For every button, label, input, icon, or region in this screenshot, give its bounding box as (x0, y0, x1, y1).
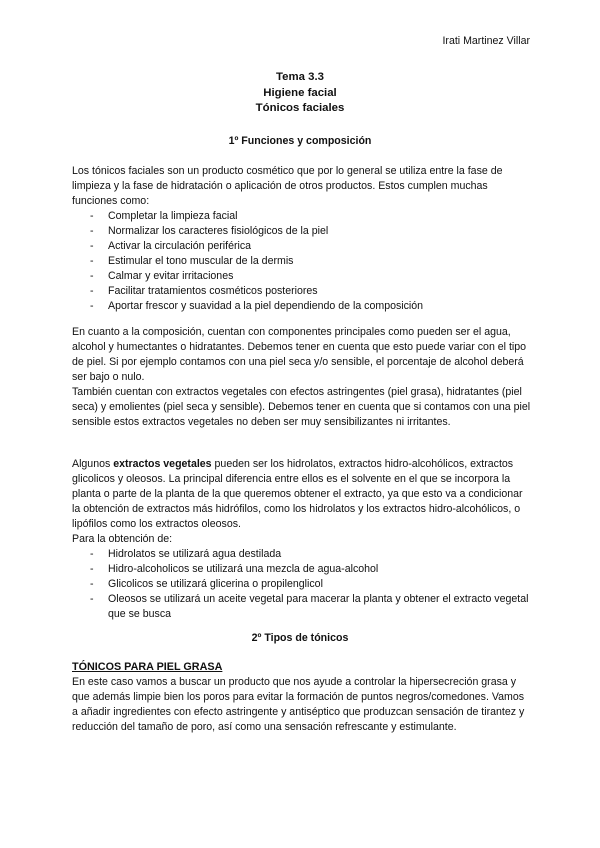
author-name: Irati Martinez Villar (442, 35, 530, 47)
composition-paragraph: En cuanto a la composición, cuentan con componentes principales como pueden ser el agua, alcohol y humectantes o hidratantes. Debemos tener en cuenta que esto puede variar con el tipo de piel. Si por ejemplo contamos con una piel seca y/o sensible, el porcentaje de alcohol deberá ser bajo o nulo. (72, 326, 527, 383)
section-functions-body (72, 164, 532, 314)
list-item: - Calmar y evitar irritaciones (90, 270, 234, 282)
dash-marker: - (90, 300, 94, 312)
dash-marker: - (90, 270, 94, 282)
dash-marker: - (90, 563, 94, 575)
dash-marker: - (90, 255, 94, 267)
extracts-effects-paragraph: También cuentan con extractos vegetales con efectos astringentes (piel grasa), hidratantes (piel seca) y emolientes (piel seca y sensible). Debemos tener en cuenta que si contamos con una piel sensible estos extractos vegetales no deben ser muy sensibilizantes ni irritantes. (72, 386, 531, 428)
extracts-body (72, 457, 532, 622)
list-item: - Glicolicos se utilizará glicerina o propilenglicol (90, 578, 323, 590)
composition-body (72, 325, 532, 430)
list-item: - Hidrolatos se utilizará agua destilada (90, 548, 282, 560)
functions-list (72, 209, 532, 314)
dash-marker: - (90, 225, 94, 237)
dash-marker: - (90, 210, 94, 222)
oily-skin-heading: TÓNICOS PARA PIEL GRASA (72, 661, 223, 673)
list-item: - Facilitar tratamientos cosméticos posteriores (90, 285, 318, 297)
topic-number: Tema 3.3 (276, 71, 324, 83)
list-item: - Estimular el tono muscular de la dermis (90, 255, 294, 267)
list-item: - Hidro-alcoholicos se utilizará una mezcla de agua-alcohol (90, 563, 379, 575)
list-item: - Normalizar los caracteres fisiológicos de la piel (90, 225, 329, 237)
section-types-body (72, 660, 532, 735)
title-block (0, 70, 600, 117)
dash-marker: - (90, 548, 94, 560)
dash-marker: - (90, 285, 94, 297)
extracts-keyword: extractos vegetales (113, 458, 212, 470)
list-item: - Completar la limpieza facial (90, 210, 238, 222)
intro-paragraph: Los tónicos faciales son un producto cosmético que por lo general se utiliza entre la fase de limpieza y la fase de hidratación o aplicación de otros productos. Estos cumplen muchas funciones como: (72, 165, 503, 207)
extracts-paragraph: Algunos extractos vegetales pueden ser los hidrolatos, extractos hidro-alcohólicos, extractos glicolicos y oleosos. La principal diferencia entre ellos es el solvente en el que se incorpora la planta o parte de la planta de la que queremos obtener el extracto, ya que esto va a condicionar la obtención de extractos más hidrófilos, como los hidrolatos y los extractos hidro-alcohólicos, o lipófilos como los extractos oleosos. (72, 458, 523, 530)
section-heading-functions: 1º Funciones y composición (228, 135, 372, 147)
obtention-list (72, 547, 532, 622)
list-item: - Activar la circulación periférica (90, 240, 252, 252)
document-title: Tónicos faciales (255, 102, 345, 114)
section-heading-types: 2º Tipos de tónicos (251, 632, 349, 644)
list-item: - Oleosos se utilizará un aceite vegetal para macerar la planta y obtener el extracto vegetal que se busca (90, 593, 529, 620)
obtention-intro: Para la obtención de: (72, 533, 173, 545)
dash-marker: - (90, 240, 94, 252)
oily-skin-paragraph: En este caso vamos a buscar un producto que nos ayude a controlar la hipersecreción grasa y que además limpie bien los poros para evitar la formación de puntos negros/comedones. Vamos a añadir ingredientes con efecto astringente y antiséptico que produzcan sensación de tirantez y reducción del tamaño de poro, así como una sensación refrescante y estimulante. (72, 676, 525, 733)
subject-title: Higiene facial (263, 86, 337, 99)
dash-marker: - (90, 593, 94, 605)
list-item: - Aportar frescor y suavidad a la piel dependiendo de la composición (90, 300, 424, 312)
dash-marker: - (90, 578, 94, 590)
